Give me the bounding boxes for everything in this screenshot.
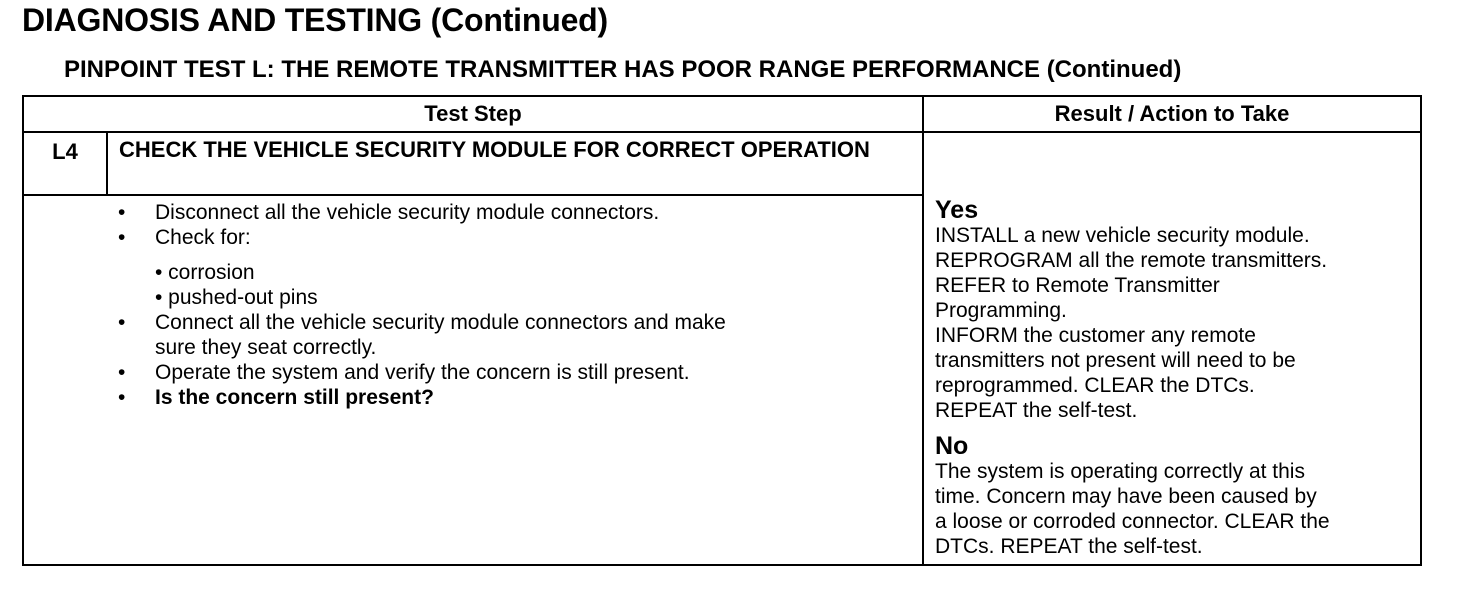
yes-label: Yes (935, 196, 979, 224)
step-title-divider (24, 194, 922, 196)
no-action-line: The system is operating correctly at this (935, 460, 1305, 483)
yes-action-line: REPEAT the self-test. (935, 399, 1138, 422)
pinpoint-test-table (22, 95, 1422, 566)
column-divider (922, 97, 924, 564)
no-action-line: a loose or corroded connector. CLEAR the (935, 510, 1330, 533)
bullet-marker: • (118, 226, 126, 249)
yes-action-line: REFER to Remote Transmitter (935, 274, 1220, 297)
bullet-marker: • (118, 386, 126, 409)
bullet-marker: • (118, 201, 126, 224)
yes-action-line: INFORM the customer any remote (935, 324, 1256, 347)
step-number-divider (106, 133, 108, 194)
no-label: No (935, 432, 969, 460)
instruction-line: Operate the system and verify the concern is still present. (155, 361, 690, 384)
instruction-line: Connect all the vehicle security module connectors and make (155, 311, 726, 334)
instruction-line: sure they seat correctly. (155, 336, 377, 359)
bullet-marker: • (118, 311, 126, 334)
instruction-line: Check for: (155, 226, 251, 249)
bullet-marker: • (118, 361, 126, 384)
yes-action-line: INSTALL a new vehicle security module. (935, 224, 1310, 247)
sub-item: • pushed-out pins (155, 286, 318, 309)
yes-action-line: reprogrammed. CLEAR the DTCs. (935, 374, 1255, 397)
result-no (935, 433, 1415, 559)
question-line: Is the concern still present? (155, 386, 434, 409)
result-yes (935, 197, 1415, 423)
no-action-line: time. Concern may have been caused by (935, 485, 1317, 508)
instruction-line: Disconnect all the vehicle security module connectors. (155, 201, 660, 224)
sub-item: • corrosion (155, 261, 255, 284)
no-action-line: DTCs. REPEAT the self-test. (935, 535, 1203, 558)
yes-action-line: Programming. (935, 299, 1067, 322)
yes-action-line: REPROGRAM all the remote transmitters. (935, 249, 1328, 272)
page-title: DIAGNOSIS AND TESTING (Continued) (22, 2, 608, 38)
header-divider (24, 131, 1420, 133)
step-number: L4 (52, 139, 78, 164)
test-step-header: Test Step (424, 101, 522, 126)
pinpoint-test-subtitle: PINPOINT TEST L: THE REMOTE TRANSMITTER HAS POOR RANGE PERFORMANCE (Continued) (64, 56, 1182, 83)
yes-action-line: transmitters not present will need to be (935, 349, 1296, 372)
result-action-header: Result / Action to Take (1054, 101, 1290, 126)
step-title: CHECK THE VEHICLE SECURITY MODULE FOR CORRECT OPERATION (119, 137, 870, 162)
